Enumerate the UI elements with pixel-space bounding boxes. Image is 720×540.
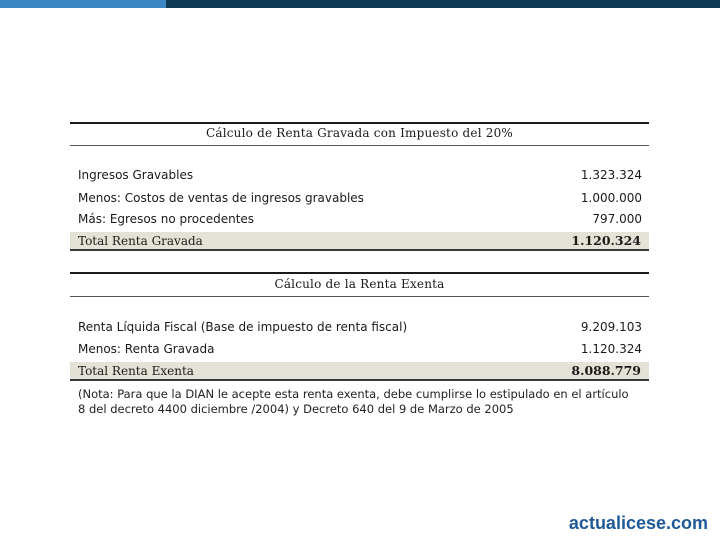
- legal-note: (Nota: Para que la DIAN le acepte esta renta exenta, debe cumplirse lo estipulado en el artículo 8 del decreto 4400 diciembre /2004) y Decreto 640 del 9 de Marzo de 2005: [78, 387, 629, 416]
- total-value: 1.120.324: [571, 233, 641, 248]
- row-value: 1.120.324: [580, 342, 642, 356]
- total-label: Total Renta Gravada: [78, 233, 203, 248]
- row-value: 1.000.000: [580, 191, 642, 205]
- section2-title: Cálculo de la Renta Exenta: [274, 277, 445, 291]
- total-value: 8.088.779: [571, 363, 641, 378]
- section2-row: [78, 320, 642, 334]
- row-label: Menos: Renta Gravada: [78, 342, 215, 356]
- section1-title: Cálculo de Renta Gravada con Impuesto del 20%: [205, 126, 514, 140]
- section2-title-rule: [70, 296, 649, 297]
- section1-top-rule: [70, 122, 649, 124]
- section1-row: [78, 212, 642, 226]
- row-value: 797.000: [592, 212, 642, 226]
- row-label: Renta Líquida Fiscal (Base de impuesto de renta fiscal): [78, 320, 408, 334]
- top-banner: [0, 0, 720, 8]
- section1-total-row: [70, 232, 649, 251]
- section1-row: [78, 168, 642, 182]
- row-value: 9.209.103: [580, 320, 642, 334]
- total-label: Total Renta Exenta: [78, 363, 194, 378]
- section2-row: [78, 342, 642, 356]
- brand-logo-text: actualicese.com: [568, 513, 708, 533]
- section2-top-rule: [70, 272, 649, 274]
- top-banner-accent: [0, 0, 166, 8]
- section2-total-row: [70, 362, 649, 381]
- section1-row: [78, 191, 642, 205]
- row-label: Ingresos Gravables: [78, 168, 194, 182]
- row-value: 1.323.324: [580, 168, 642, 182]
- row-label: Menos: Costos de ventas de ingresos gravables: [78, 191, 364, 205]
- row-label: Más: Egresos no procedentes: [78, 212, 255, 226]
- section1-title-rule: [70, 145, 649, 146]
